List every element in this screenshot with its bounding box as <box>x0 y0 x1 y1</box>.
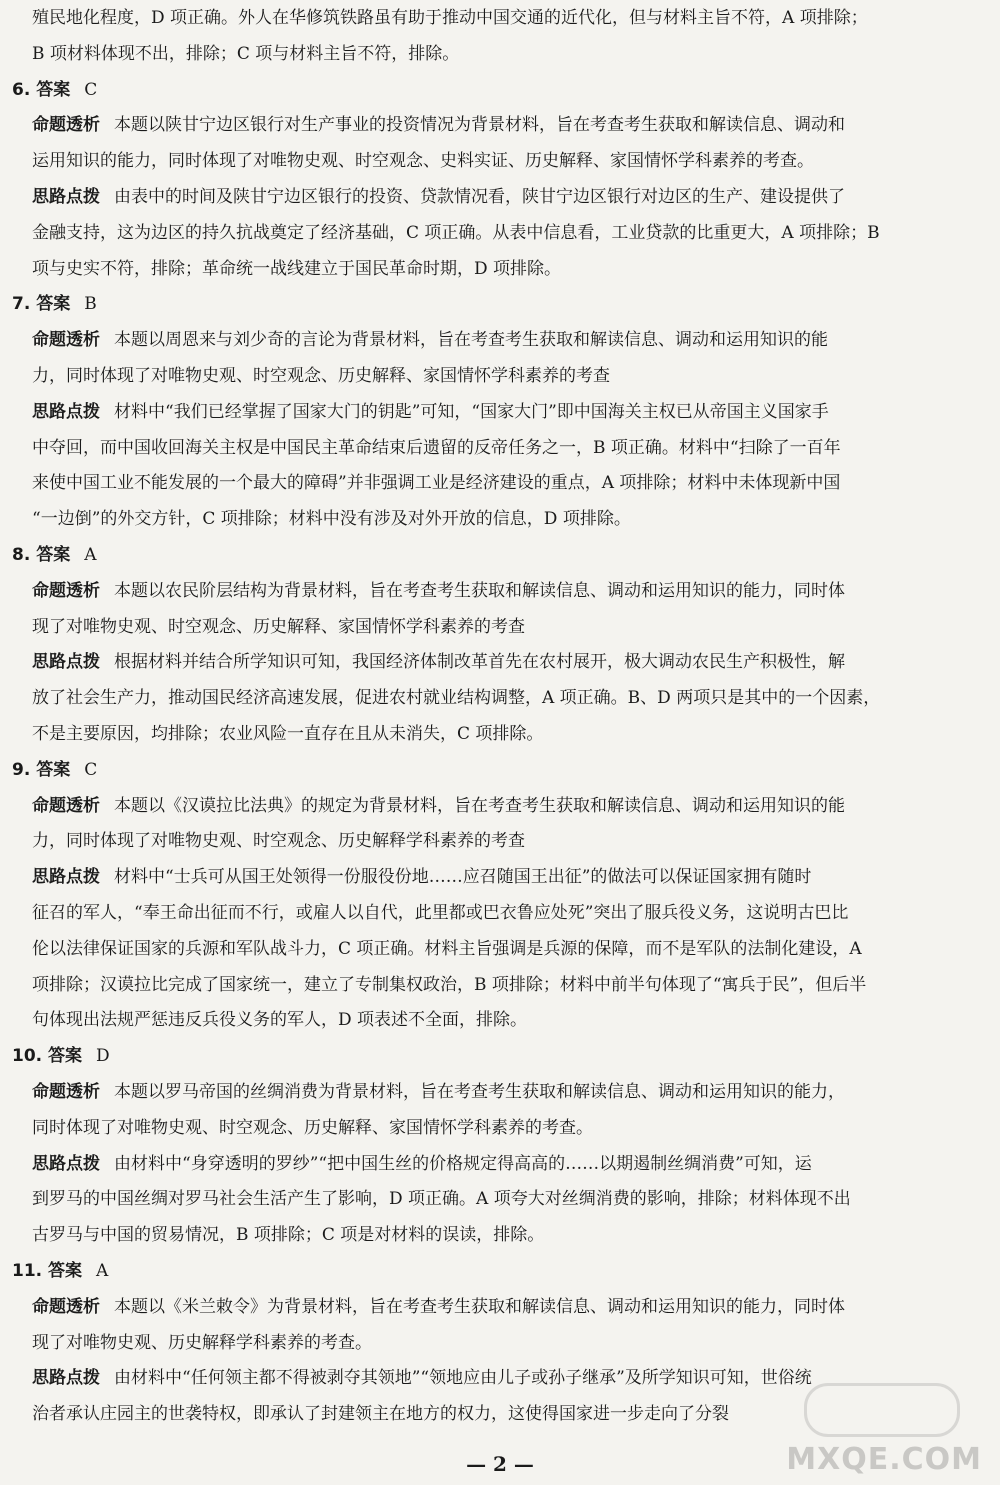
line-text: “一边倒”的外交方针，C 项排除；材料中没有涉及对外开放的信息，D 项排除。 <box>32 509 631 529</box>
answer-heading <box>12 758 972 782</box>
explanation-line <box>32 221 972 245</box>
answer-letter: A <box>84 545 97 565</box>
line-text: 力，同时体现了对唯物史观、时空观念、历史解释学科素养的考查 <box>32 831 525 851</box>
explanation-line-labeled <box>32 185 972 209</box>
line-text: 本题以农民阶层结构为背景材料，旨在考查考生获取和解读信息、调动和运用知识的能力，同时体 <box>114 581 845 601</box>
line-text: 本题以《米兰敕令》为背景材料，旨在考查考生获取和解读信息、调动和运用知识的能力，同时体 <box>114 1297 845 1317</box>
answer-heading <box>12 1044 972 1068</box>
line-text: 由材料中“任何领主都不得被剥夺其领地”“领地应由儿子或孙子继承”及所学知识可知，世俗统 <box>114 1368 812 1388</box>
explanation-line <box>32 364 972 388</box>
watermark-logo-icon <box>804 1383 960 1437</box>
line-text: 句体现出法规严惩违反兵役义务的军人，D 项表述不全面，排除。 <box>32 1010 528 1030</box>
explanation-line-labeled <box>32 650 972 674</box>
answer-heading <box>12 78 972 102</box>
answer-number: 10. 答案 <box>12 1046 83 1066</box>
answer-number: 8. 答案 <box>12 545 71 565</box>
line-text: 本题以罗马帝国的丝绸消费为背景材料，旨在考查考生获取和解读信息、调动和运用知识的能力， <box>114 1082 845 1102</box>
watermark: MXQE.COM <box>786 1442 982 1477</box>
section-label: 思路点拨 <box>32 652 100 672</box>
line-text: 本题以周恩来与刘少奇的言论为背景材料，旨在考查考生获取和解读信息、调动和运用知识的能 <box>114 330 828 350</box>
section-label: 命题透析 <box>32 1082 100 1102</box>
answer-letter: C <box>84 760 98 780</box>
answer-letter: C <box>84 80 98 100</box>
answer-letter: D <box>96 1046 110 1066</box>
answer-heading <box>12 543 972 567</box>
explanation-line <box>32 1223 972 1247</box>
section-label: 命题透析 <box>32 796 100 816</box>
section-label: 命题透析 <box>32 115 100 135</box>
line-text: 同时体现了对唯物史观、时空观念、历史解释、家国情怀学科素养的考查。 <box>32 1118 593 1138</box>
explanation-line-labeled <box>32 1295 972 1319</box>
explanation-line <box>32 901 972 925</box>
line-text: 伦以法律保证国家的兵源和军队战斗力，C 项正确。材料主旨强调是兵源的保障，而不是军队的法制化建设，A <box>32 939 862 959</box>
answer-heading <box>12 292 972 316</box>
line-text: 项排除；汉谟拉比完成了国家统一，建立了专制集权政治，B 项排除；材料中前半句体现了“寓兵于民”，但后半 <box>32 975 867 995</box>
explanation-line <box>32 615 972 639</box>
line-text: B 项材料体现不出，排除；C 项与材料主旨不符，排除。 <box>32 44 460 64</box>
section-label: 思路点拨 <box>32 402 100 422</box>
explanation-line <box>32 722 972 746</box>
explanation-line <box>32 257 972 281</box>
answer-number: 6. 答案 <box>12 80 71 100</box>
answer-number: 7. 答案 <box>12 294 71 314</box>
line-text: 本题以陕甘宁边区银行对生产事业的投资情况为背景材料，旨在考查考生获取和解读信息、调动和 <box>114 115 845 135</box>
explanation-line <box>32 829 972 853</box>
line-text: 来使中国工业不能发展的一个最大的障碍”并非强调工业是经济建设的重点，A 项排除；材料中未体现新中国 <box>32 473 841 493</box>
line-text: 治者承认庄园主的世袭特权，即承认了封建领主在地方的权力，这使得国家进一步走向了分裂 <box>32 1404 729 1424</box>
explanation-line <box>32 149 972 173</box>
answer-heading <box>12 1259 972 1283</box>
explanation-line-labeled <box>32 579 972 603</box>
explanation-line-labeled <box>32 1152 972 1176</box>
explanation-line <box>32 1187 972 1211</box>
section-label: 思路点拨 <box>32 867 100 887</box>
line-text: 项与史实不符，排除；革命统一战线建立于国民革命时期，D 项排除。 <box>32 259 562 279</box>
line-text: 材料中“我们已经掌握了国家大门的钥匙”可知，“国家大门”即中国海关主权已从帝国主义国家手 <box>114 402 829 422</box>
answer-number: 11. 答案 <box>12 1261 83 1281</box>
section-label: 思路点拨 <box>32 1154 100 1174</box>
explanation-line <box>32 686 972 710</box>
explanation-line-labeled <box>32 794 972 818</box>
explanation-line <box>32 471 972 495</box>
line-text: 材料中“士兵可从国王处领得一份服役份地……应召随国王出征”的做法可以保证国家拥有随时 <box>114 867 812 887</box>
answer-number: 9. 答案 <box>12 760 71 780</box>
explanation-line-labeled <box>32 865 972 889</box>
section-label: 思路点拨 <box>32 187 100 207</box>
line-text: 运用知识的能力，同时体现了对唯物史观、时空观念、史料实证、历史解释、家国情怀学科素养的考查。 <box>32 151 814 171</box>
explanation-line-labeled <box>32 400 972 424</box>
answer-letter: B <box>84 294 97 314</box>
line-text: 由表中的时间及陕甘宁边区银行的投资、贷款情况看，陕甘宁边区银行对边区的生产、建设提供了 <box>114 187 845 207</box>
section-label: 命题透析 <box>32 581 100 601</box>
explanation-line <box>32 436 972 460</box>
section-label: 命题透析 <box>32 330 100 350</box>
section-label: 思路点拨 <box>32 1368 100 1388</box>
explanation-line <box>32 6 972 30</box>
explanation-line <box>32 1008 972 1032</box>
explanation-line <box>32 1331 972 1355</box>
answer-letter: A <box>96 1261 109 1281</box>
line-text: 现了对唯物史观、时空观念、历史解释、家国情怀学科素养的考查 <box>32 617 525 637</box>
explanation-line-labeled <box>32 113 972 137</box>
explanation-line-labeled <box>32 328 972 352</box>
explanation-line-labeled <box>32 1080 972 1104</box>
line-text: 放了社会生产力，推动国民经济高速发展，促进农村就业结构调整，A 项正确。B、D 两项只是其中的一个因素， <box>32 688 881 708</box>
explanation-line <box>32 937 972 961</box>
line-text: 征召的军人，“奉王命出征而不行，或雇人以自代，此里都或巴衣鲁应处死”突出了服兵役义务，这说明古巴比 <box>32 903 849 923</box>
line-text: 不是主要原因，均排除；农业风险一直存在且从未消失，C 项排除。 <box>32 724 544 744</box>
section-label: 命题透析 <box>32 1297 100 1317</box>
line-text: 本题以《汉谟拉比法典》的规定为背景材料，旨在考查考生获取和解读信息、调动和运用知识的能 <box>114 796 845 816</box>
line-text: 殖民地化程度，D 项正确。外人在华修筑铁路虽有助于推动中国交通的近代化，但与材料主旨不符，A 项排除； <box>32 8 868 28</box>
line-text: 金融支持，这为边区的持久抗战奠定了经济基础，C 项正确。从表中信息看，工业贷款的比重更大，A 项排除；B <box>32 223 880 243</box>
explanation-line <box>32 1116 972 1140</box>
line-text: 古罗马与中国的贸易情况，B 项排除；C 项是对材料的误读，排除。 <box>32 1225 545 1245</box>
page-number: — 2 — <box>466 1452 534 1476</box>
line-text: 力，同时体现了对唯物史观、时空观念、历史解释、家国情怀学科素养的考查 <box>32 366 610 386</box>
explanation-line <box>32 42 972 66</box>
explanation-line <box>32 507 972 531</box>
line-text: 到罗马的中国丝绸对罗马社会生活产生了影响，D 项正确。A 项夸大对丝绸消费的影响，排除；材料体现不出 <box>32 1189 851 1209</box>
line-text: 根据材料并结合所学知识可知，我国经济体制改革首先在农村展开，极大调动农民生产积极性，解 <box>114 652 845 672</box>
line-text: 中夺回，而中国收回海关主权是中国民主革命结束后遗留的反帝任务之一，B 项正确。材料中“扫除了一百年 <box>32 438 841 458</box>
line-text: 现了对唯物史观、历史解释学科素养的考查。 <box>32 1333 372 1353</box>
explanation-line <box>32 973 972 997</box>
line-text: 由材料中“身穿透明的罗纱”“把中国生丝的价格规定得高高的……以期遏制丝绸消费”可知，运 <box>114 1154 812 1174</box>
